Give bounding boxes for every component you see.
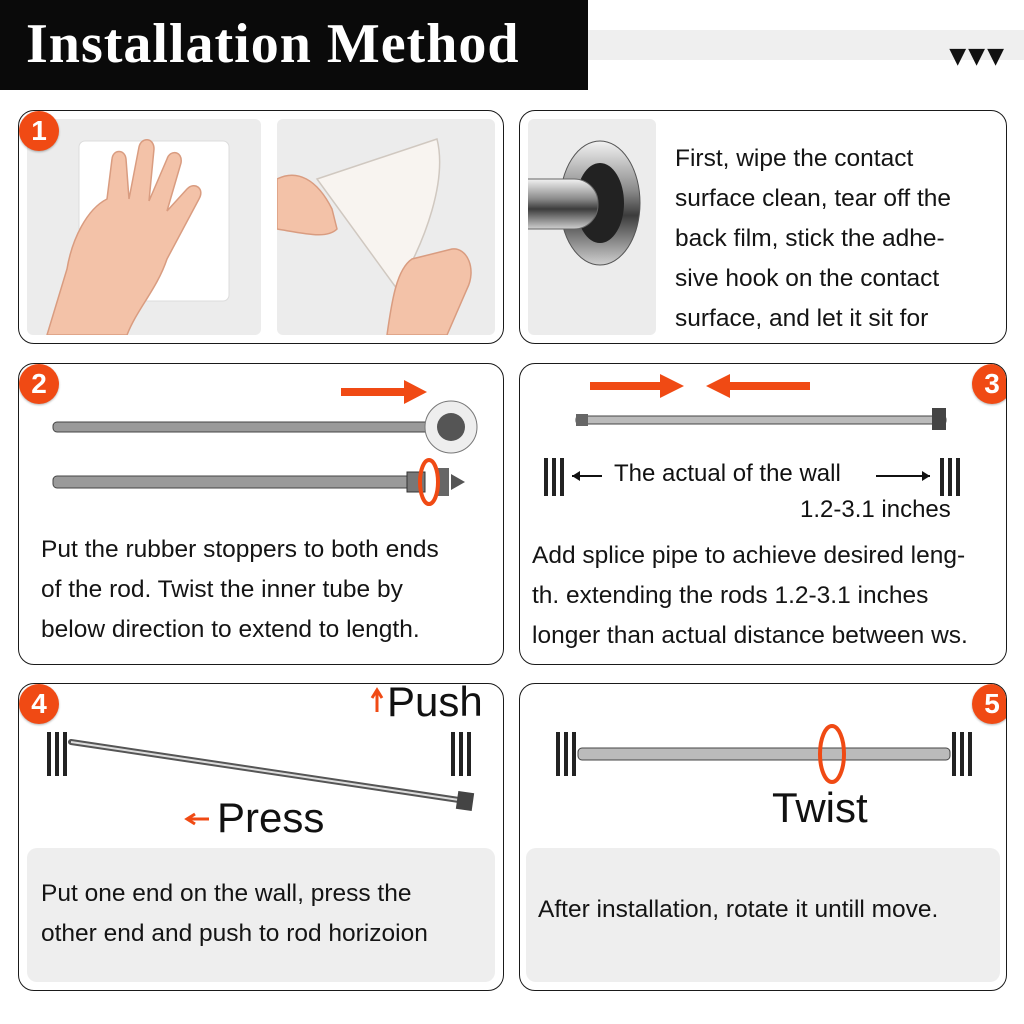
- step-2-instructions: [41, 530, 501, 650]
- arrow-right-icon: [590, 374, 684, 398]
- push-label: Push: [387, 683, 483, 725]
- wall-mount-right-icon: [451, 732, 471, 776]
- text-line: After installation, rotate it untill move.: [538, 896, 939, 923]
- text-line: th. extending the rods 1.2-3.1 inches: [532, 582, 929, 609]
- wall-mount-left-icon: [47, 732, 67, 776]
- twist-diagram: [520, 684, 1007, 794]
- text-line: Put one end on the wall, press the: [41, 880, 412, 907]
- wall-mount-left-icon: [556, 732, 576, 776]
- arrow-right-icon: [341, 380, 427, 404]
- text-line: longer than actual distance between ws.: [532, 622, 968, 649]
- wall-mount-left-icon: [544, 458, 564, 496]
- step-1-photos-panel: [18, 110, 504, 344]
- text-line: surface clean, tear off the: [675, 185, 952, 212]
- peel-film-icon: [277, 119, 495, 335]
- wall-mount-right-icon: [940, 458, 960, 496]
- rod-diagram: [19, 364, 504, 514]
- step-4-instructions: [41, 874, 501, 954]
- rod-icon: [53, 422, 443, 432]
- step-3-panel: [519, 363, 1007, 665]
- page-title: Installation Method: [26, 13, 520, 75]
- arrow-left-icon: [187, 814, 209, 824]
- range-label: 1.2-3.1 inches: [800, 496, 951, 523]
- rod-icon: [578, 748, 950, 760]
- step-3-instructions: [532, 536, 1006, 656]
- step-1-instructions: [675, 139, 1000, 339]
- arrow-up-icon: [372, 690, 382, 712]
- step-3-badge: 3: [972, 364, 1007, 404]
- text-line: sive hook on the contact: [675, 265, 940, 292]
- text-line: back film, stick the adhe-: [675, 225, 945, 252]
- splice-diagram: [520, 364, 1007, 514]
- text-line: Add splice pipe to achieve desired leng-: [532, 542, 966, 569]
- step-5-badge: 5: [972, 684, 1007, 724]
- step-2-panel: [18, 363, 504, 665]
- wall-distance-label: The actual of the wall: [614, 460, 841, 487]
- adhesive-hook-photo: [528, 119, 656, 335]
- step-1-text-panel: [519, 110, 1007, 344]
- text-line: Put the rubber stoppers to both ends: [41, 536, 439, 563]
- wipe-hand-photo: [27, 119, 261, 335]
- press-label: Press: [217, 794, 325, 841]
- step-5-panel: [519, 683, 1007, 991]
- text-line: First, wipe the contact: [675, 145, 914, 172]
- down-arrows-icon: ▼▼▼: [949, 44, 1006, 69]
- step-2-badge: 2: [19, 364, 59, 404]
- step-5-instructions: [538, 890, 1002, 930]
- rod-icon: [53, 476, 413, 488]
- header-bar: [0, 0, 588, 90]
- step-1-badge: 1: [19, 111, 59, 151]
- adhesive-hook-icon: [528, 119, 656, 335]
- peel-film-photo: [277, 119, 495, 335]
- twist-label: Twist: [772, 784, 868, 831]
- wall-mount-right-icon: [952, 732, 972, 776]
- text-line: surface, and let it sit for: [675, 305, 929, 332]
- text-line: of the rod. Twist the inner tube by: [41, 576, 403, 603]
- step-4-badge: 4: [19, 684, 59, 724]
- wipe-hand-icon: [27, 119, 261, 335]
- rod-icon: [576, 416, 946, 424]
- step-4-panel: [18, 683, 504, 991]
- arrow-left-icon: [706, 374, 810, 398]
- text-line: below direction to extend to length.: [41, 616, 420, 643]
- text-line: other end and push to rod horizoion: [41, 920, 428, 947]
